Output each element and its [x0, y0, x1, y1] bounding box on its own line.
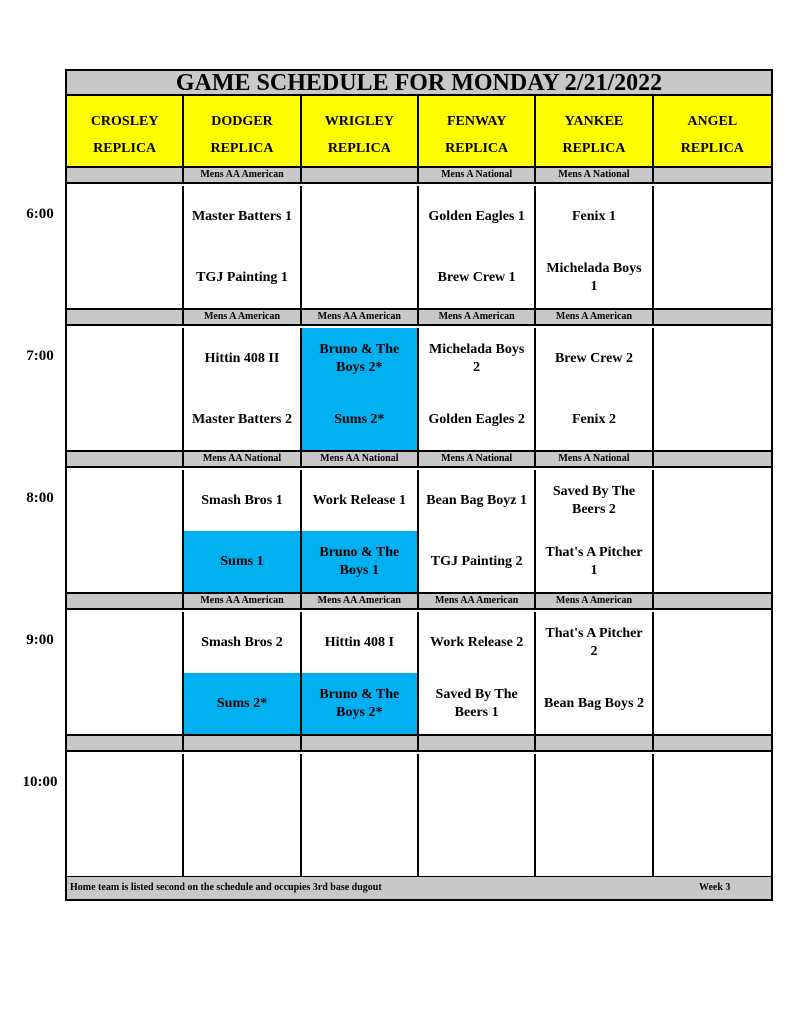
- away-team: Smash Bros 2: [201, 634, 283, 650]
- away-team: That's A Pitcher 2: [545, 625, 643, 659]
- home-team: Michelada Boys 1: [546, 260, 642, 294]
- field-cell: [302, 186, 419, 308]
- away-team: [67, 612, 182, 673]
- away-team: [67, 754, 182, 815]
- division-label: [654, 594, 771, 608]
- home-team: Golden Eagles 2: [428, 411, 525, 427]
- field-cell: [654, 186, 771, 308]
- field-cell: [419, 470, 536, 592]
- field-cell: [67, 612, 184, 734]
- field-cell: [302, 328, 419, 450]
- away-team: [654, 754, 771, 815]
- division-label: Mens AA American: [302, 594, 419, 608]
- away-team: Brew Crew 2: [554, 350, 633, 366]
- field-cell: [67, 186, 184, 308]
- home-team: [67, 247, 182, 308]
- division-label: Mens A National: [536, 168, 653, 182]
- field-cell: [67, 470, 184, 592]
- division-label: Mens AA American: [184, 168, 301, 182]
- field-cell: [184, 328, 301, 450]
- schedule-footer: [67, 877, 771, 899]
- away-team: Golden Eagles 1: [428, 208, 525, 224]
- division-label: Mens AA National: [302, 452, 419, 466]
- away-team: Bean Bag Boyz 1: [426, 492, 528, 508]
- division-label: Mens A National: [536, 452, 653, 466]
- field-cell: [654, 470, 771, 592]
- division-row: [67, 736, 771, 752]
- field-cell: [184, 612, 301, 734]
- away-team: [654, 328, 771, 389]
- division-label: Mens AA American: [302, 310, 419, 324]
- home-team: TGJ Painting 2: [430, 553, 523, 569]
- home-team: Bean Bag Boys 2: [543, 695, 644, 711]
- division-label: [184, 736, 301, 750]
- field-header-angel: ANGEL REPLICA: [654, 96, 771, 166]
- away-team: [67, 328, 182, 389]
- division-label: Mens A National: [419, 452, 536, 466]
- field-cell: [302, 754, 419, 876]
- time-label: 8:00: [26, 490, 54, 506]
- home-team: [302, 247, 417, 308]
- division-label: Mens AA American: [419, 594, 536, 608]
- division-label: [536, 736, 653, 750]
- field-cell: [184, 186, 301, 308]
- division-label: Mens AA National: [184, 452, 301, 466]
- division-label: Mens A American: [536, 594, 653, 608]
- division-label: [67, 310, 184, 324]
- time-label: 6:00: [26, 206, 54, 222]
- time-label: 7:00: [26, 348, 54, 364]
- division-row: [67, 310, 771, 326]
- field-cell: [184, 754, 301, 876]
- home-team: Bruno & The Boys 2*: [302, 673, 417, 734]
- time-label: 9:00: [26, 632, 54, 648]
- home-team: [67, 389, 182, 450]
- home-team: [654, 815, 771, 876]
- field-header-row: [67, 96, 771, 168]
- field-cell: [654, 754, 771, 876]
- division-row: [67, 452, 771, 468]
- division-label: Mens A American: [536, 310, 653, 324]
- time-slot-row: [67, 186, 771, 310]
- away-team: [419, 754, 534, 815]
- division-row: [67, 168, 771, 184]
- away-team: Hittin 408 I: [324, 634, 394, 650]
- field-cell: [67, 754, 184, 876]
- home-team: [67, 531, 182, 592]
- division-label: [654, 452, 771, 466]
- division-label: [67, 736, 184, 750]
- division-label: [302, 168, 419, 182]
- division-label: Mens A American: [419, 310, 536, 324]
- home-team: Sums 2*: [302, 389, 417, 450]
- field-cell: [302, 470, 419, 592]
- division-label: [654, 168, 771, 182]
- division-row: [67, 594, 771, 610]
- home-team: Sums 2*: [184, 673, 299, 734]
- field-header-yankee: YANKEE REPLICA: [536, 96, 653, 166]
- field-cell: [536, 328, 653, 450]
- field-header-dodger: DODGER REPLICA: [184, 96, 301, 166]
- away-team: Master Batters 1: [191, 208, 293, 224]
- field-header-fenway: FENWAY REPLICA: [419, 96, 536, 166]
- home-team: [184, 815, 299, 876]
- field-header-wrigley: WRIGLEY REPLICA: [302, 96, 419, 166]
- time-label: 10:00: [22, 774, 58, 790]
- time-slot-row: [67, 612, 771, 736]
- time-slot-row: [67, 328, 771, 452]
- week-label: Week 3: [699, 882, 731, 893]
- home-team: [654, 247, 771, 308]
- home-team: Fenix 2: [572, 411, 616, 427]
- division-label: Mens A National: [419, 168, 536, 182]
- home-team: That's A Pitcher 1: [545, 544, 643, 578]
- home-team: [654, 389, 771, 450]
- away-team: Hittin 408 II: [204, 350, 280, 366]
- away-team: [67, 186, 182, 247]
- division-label: Mens A American: [184, 310, 301, 324]
- away-team: [302, 186, 417, 247]
- division-label: [67, 168, 184, 182]
- home-team-note: Home team is listed second on the schedule and occupies 3rd base dugout: [70, 882, 382, 893]
- field-cell: [536, 470, 653, 592]
- home-team: [302, 815, 417, 876]
- home-team: [67, 815, 182, 876]
- home-team: [419, 815, 534, 876]
- home-team: Saved By The Beers 1: [435, 686, 518, 720]
- field-cell: [654, 612, 771, 734]
- field-cell: [419, 186, 536, 308]
- field-cell: [536, 754, 653, 876]
- away-team: Bruno & The Boys 2*: [302, 328, 417, 389]
- away-team: Michelada Boys 2: [429, 341, 525, 375]
- home-team: Bruno & The Boys 1: [302, 531, 417, 592]
- field-cell: [419, 754, 536, 876]
- division-label: [67, 452, 184, 466]
- schedule-title: GAME SCHEDULE FOR MONDAY 2/21/2022: [67, 71, 771, 96]
- home-team: TGJ Painting 1: [196, 269, 288, 285]
- time-slot-row: [67, 470, 771, 594]
- away-team: Saved By The Beers 2: [552, 483, 636, 517]
- home-team: Master Batters 2: [191, 411, 293, 427]
- away-team: Work Release 1: [312, 492, 406, 508]
- home-team: Brew Crew 1: [437, 269, 516, 285]
- away-team: [67, 470, 182, 531]
- away-team: [654, 186, 771, 247]
- home-team: [654, 531, 771, 592]
- field-cell: [67, 328, 184, 450]
- division-label: [67, 594, 184, 608]
- away-team: [184, 754, 299, 815]
- field-cell: [184, 470, 301, 592]
- field-cell: [302, 612, 419, 734]
- field-cell: [419, 612, 536, 734]
- away-team: [654, 470, 771, 531]
- home-team: Sums 1: [184, 531, 299, 592]
- field-header-crosley: CROSLEY REPLICA: [67, 96, 184, 166]
- division-label: [302, 736, 419, 750]
- schedule-sheet: [65, 69, 773, 901]
- home-team: [67, 673, 182, 734]
- field-cell: [536, 612, 653, 734]
- field-cell: [419, 328, 536, 450]
- field-cell: [536, 186, 653, 308]
- division-label: [654, 310, 771, 324]
- division-label: [654, 736, 771, 750]
- away-team: [302, 754, 417, 815]
- away-team: Smash Bros 1: [201, 492, 283, 508]
- away-team: Fenix 1: [572, 208, 616, 224]
- division-label: [419, 736, 536, 750]
- home-team: [654, 673, 771, 734]
- division-label: Mens AA American: [184, 594, 301, 608]
- home-team: [536, 815, 651, 876]
- field-cell: [654, 328, 771, 450]
- away-team: [536, 754, 651, 815]
- time-slot-row: [67, 754, 771, 878]
- away-team: [654, 612, 771, 673]
- away-team: Work Release 2: [429, 634, 524, 650]
